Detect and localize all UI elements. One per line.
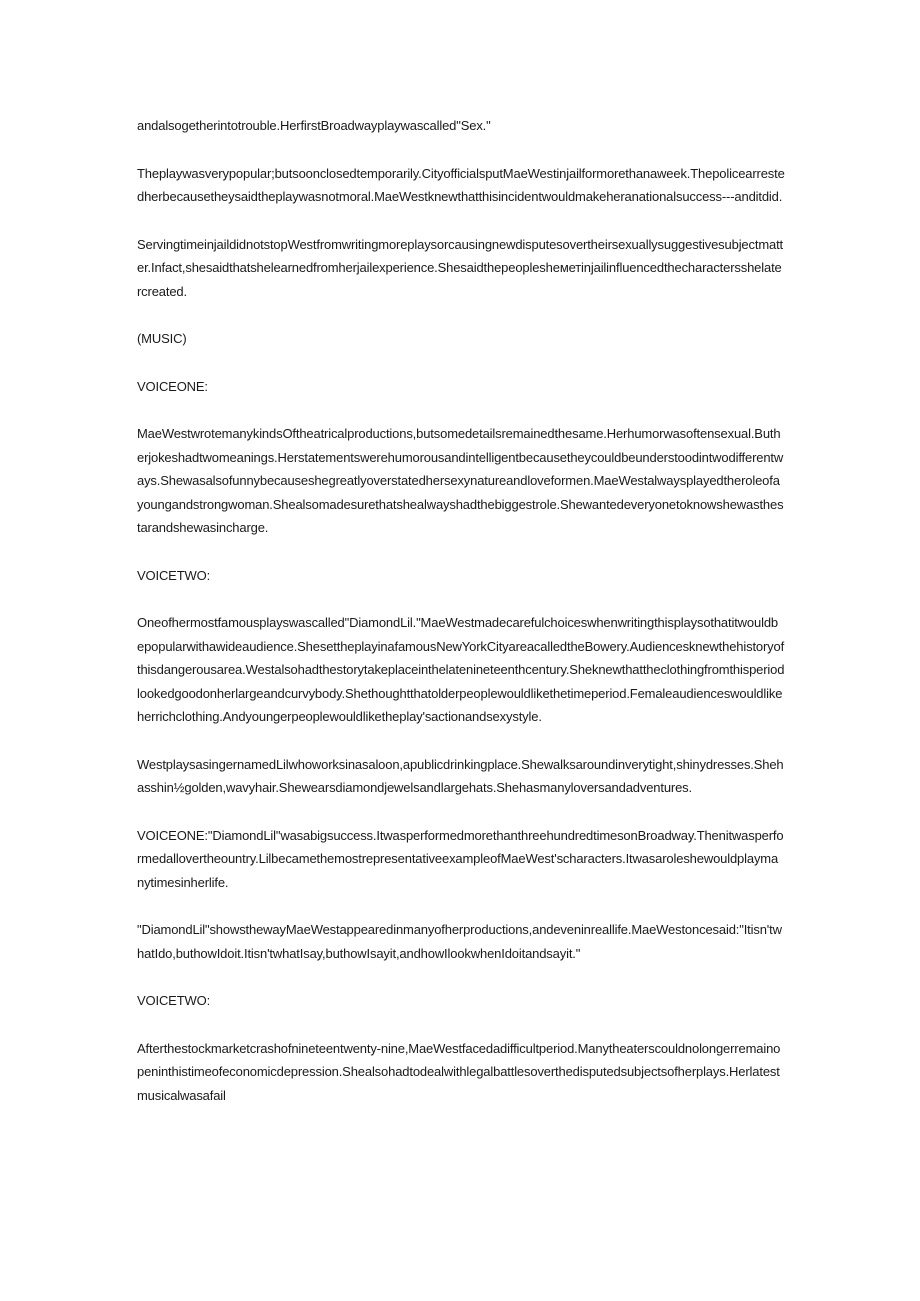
speaker-label-voice-two-second: VOICETWO: bbox=[137, 993, 211, 1008]
paragraph-quote: "DiamondLil"showsthewayMaeWestappearedinmanyofherproductions,andeveninreallife.MaeWestoncesaid:"Itisn'twhatIdo,buthowIdoit.Itisn'twhatIsay,buthowIsayit,andhowIlookwhenIdoitandsayit." bbox=[137, 922, 782, 961]
speaker-label-voice-one: VOICEONE: bbox=[137, 378, 208, 394]
paragraph-diamond-lil: Oneofhermostfamousplayswascalled"DiamondLil."MaeWestmadecarefulchoiceswhenwritingthisplaysothatitwouldbepopularwithawideaudience.ShesettheplayinafamousNewYorkCityareacalledtheBowery.Audiencesknewthehistoryofthisdangerousarea.Westalsohadthestorytakeplaceinthelatenineteenthcentury.Sheknewthattheclothingfromthisperiodlookedgoodonherlargeandcurvybody.Shethoughtthatolderpeoplewouldlikethetimeperiod.Femaleaudienceswouldlikeherrichclothing.Andyoungerpeoplewouldliketheplay'sactionandsexystyle. bbox=[137, 615, 785, 724]
paragraph-music-cue: (MUSIC) bbox=[137, 331, 187, 346]
document-body bbox=[137, 114, 785, 1131]
paragraph-jail: Theplaywasverypopular;butsoonclosedtemporarily.CityofficialsputMaeWestinjailformorethanaweek.Thepolicearrestedherbecausetheysaidtheplaywasnotmoral.MaeWestknewthatthisincidentwouldmakeheranationalsuccess---anditdid. bbox=[137, 165, 785, 204]
paragraph-stock-market: Afterthestockmarketcrashofnineteentwenty-nine,MaeWestfacedadifficultperiod.Manytheaterscouldnolongerremainopeninthistimeofeconomicdepression.Shealsohadtodealwithlegalbattlesoverthedisputedsubjectsofherplays.Herlatestmusicalwasafail bbox=[137, 1040, 781, 1103]
paragraph-serving-time: ServingtimeinjaildidnotstopWestfromwritingmoreplaysorcausingnewdisputesovertheirsexuallysuggestivesubjectmatter.Infact,shesaidthatshelearnedfromherjailexperience.Shesaidthepeoplesheметinjailinfluencedthecharactersshelatercreated. bbox=[137, 236, 784, 299]
paragraph-lil-success: VOICEONE:"DiamondLil"wasabigsuccess.ItwasperformedmorethanthreehundredtimesonBroadway.Thenitwasperformedallovertheountry.LilbecamethemostrepresentativeexampleofMaeWest'scharacters.Itwasaroleshewouldplaymanytimesinherlife. bbox=[137, 827, 784, 890]
paragraph-humor: MaeWestwrotemanykindsOftheatricalproductions,butsomedetailsremainedthesame.Herhumorwasoftensexual.Butherjokeshadtwomeanings.Herstatementswerehumorousandintelligentbecausetheycouldbeunderstoodintwodifferentways.Shewasalsofunnybecauseshegreatlyoverstatedhersexynatureandloveformen.MaeWestalwaysplayedtheroleofayoungandstrongwoman.Shealsomadesurethatshealwayshadthebiggestrole.Shewantedeveryonetoknowshewasthestarandshewasincharge. bbox=[137, 426, 784, 535]
speaker-label-voice-two: VOICETWO: bbox=[137, 567, 211, 583]
paragraph-sex-play: andalsogetherintotrouble.HerfirstBroadwayplaywascalled"Sex." bbox=[137, 118, 491, 133]
paragraph-lil-character: WestplaysasingernamedLilwhoworksinasaloon,apublicdrinkingplace.Shewalksaroundinverytight,shinydresses.Shehasshin½golden,wavyhair.Shewearsdiamondjewelsandlargehats.Shehasmanyloversandadventures. bbox=[137, 756, 784, 795]
